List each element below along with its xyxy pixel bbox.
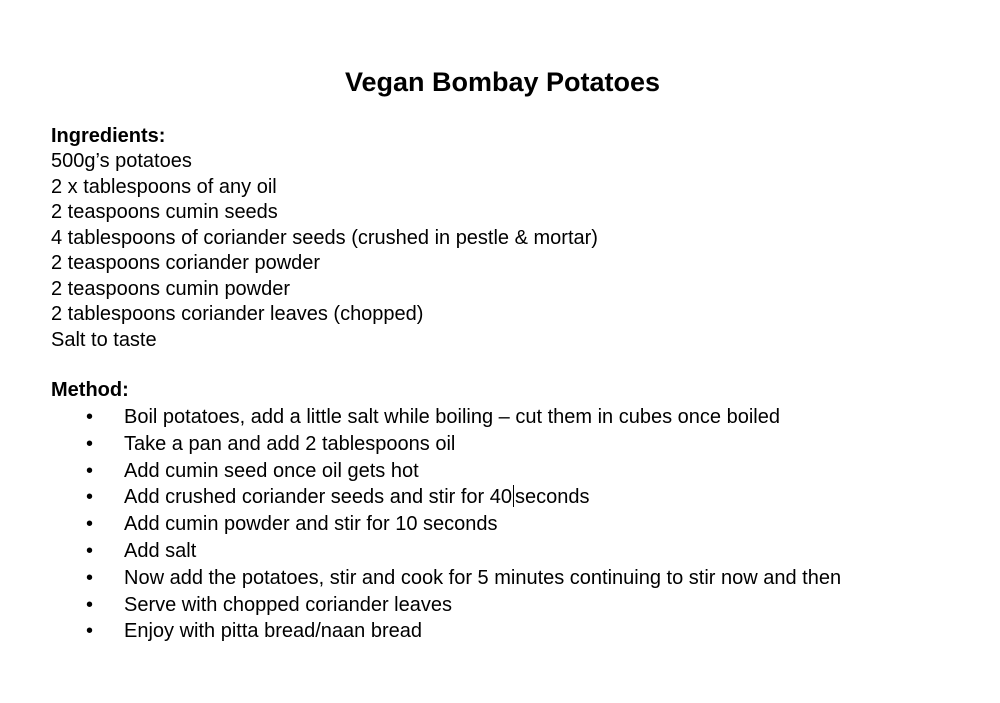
bullet-icon: • bbox=[86, 432, 94, 455]
ingredient-item: 2 teaspoons coriander powder bbox=[51, 252, 321, 274]
ingredients-heading: Ingredients: bbox=[51, 125, 166, 147]
ingredient-item: 2 teaspoons cumin powder bbox=[51, 277, 291, 300]
method-step-text: Take a pan and add 2 tablespoons oil bbox=[124, 432, 456, 455]
bullet-icon: • bbox=[86, 486, 94, 509]
step-text-before-caret: Add crushed coriander seeds and stir for 40 bbox=[124, 486, 512, 509]
ingredient-item: 2 tablespoons coriander leaves (chopped) bbox=[51, 303, 424, 325]
step-text-after-caret: seconds bbox=[515, 486, 590, 509]
bullet-icon: • bbox=[86, 406, 94, 428]
method-heading: Method: bbox=[51, 379, 129, 401]
ingredient-list bbox=[51, 149, 598, 353]
ingredient-item: 4 tablespoons of coriander seeds (crushed in pestle & mortar) bbox=[51, 226, 598, 249]
bullet-icon: • bbox=[86, 593, 94, 616]
ingredient-item: 2 teaspoons cumin seeds bbox=[51, 201, 278, 223]
ingredient-item: 2 x tablespoons of any oil bbox=[51, 175, 277, 198]
method-step-text: Now add the potatoes, stir and cook for 5 minutes continuing to stir now and then bbox=[124, 566, 842, 589]
method-step-text bbox=[124, 484, 590, 511]
bullet-icon: • bbox=[86, 459, 94, 482]
ingredient-item: 500g’s potatoes bbox=[51, 150, 192, 172]
method-step-text: Boil potatoes, add a little salt while boiling – cut them in cubes once boiled bbox=[124, 406, 780, 428]
recipe-title: Vegan Bombay Potatoes bbox=[344, 67, 661, 97]
text-cursor bbox=[513, 485, 514, 507]
method-step-text: Add salt bbox=[124, 539, 197, 562]
method-step-text: Serve with chopped coriander leaves bbox=[124, 593, 452, 616]
bullet-icon: • bbox=[86, 513, 94, 536]
bullet-icon: • bbox=[86, 566, 94, 589]
bullet-icon: • bbox=[86, 539, 94, 562]
method-step-text: Add cumin seed once oil gets hot bbox=[124, 459, 419, 482]
ingredient-item: Salt to taste bbox=[51, 328, 157, 351]
method-step-text: Enjoy with pitta bread/naan bread bbox=[124, 620, 422, 643]
method-step-text: Add cumin powder and stir for 10 seconds bbox=[124, 513, 498, 536]
bullet-icon: • bbox=[86, 620, 94, 643]
